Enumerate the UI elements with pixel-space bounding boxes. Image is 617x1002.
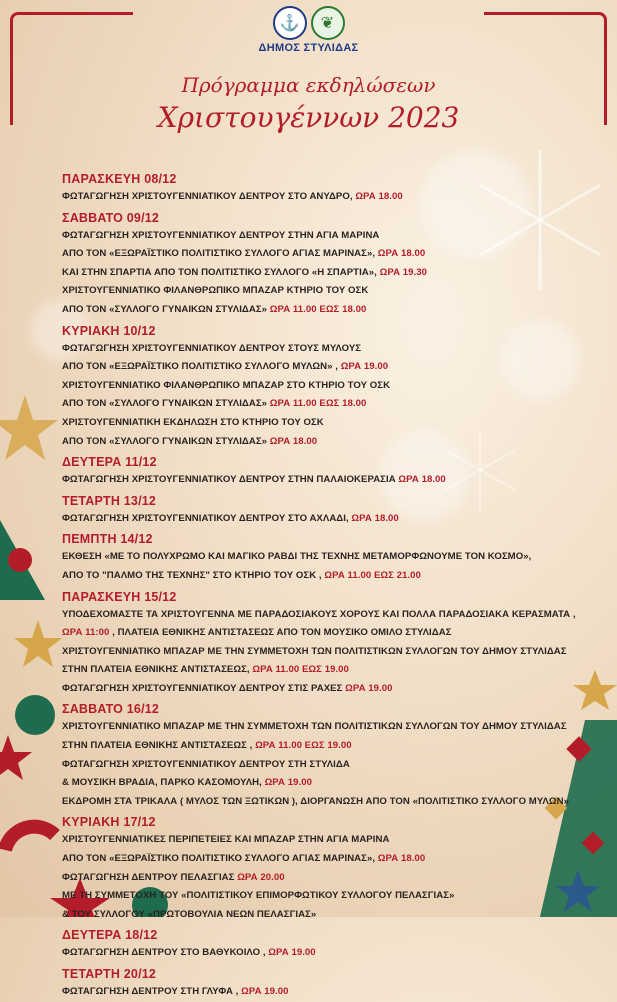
event-line xyxy=(62,869,610,888)
event-time: ΩΡΑ 18.00 xyxy=(351,512,399,524)
event-line xyxy=(62,643,610,662)
event-line xyxy=(62,377,610,396)
event-text: , ΠΛΑΤΕΙΑ ΕΘΝΙΚΗΣ ΑΝΤΙΣΤΑΣΕΩΣ ΑΠΟ ΤΟΝ ΜΟΥΣΙΚΟ ΟΜΙΛΟ ΣΤΥΛΙΔΑΣ xyxy=(109,627,452,639)
event-text: ΜΕ ΤΗ ΣΥΜΜΕΤΟΧΗ ΤΟΥ «ΠΟΛΙΤΙΣΤΙΚΟΥ ΕΠΙΜΟΡΦΩΤΙΚΟΥ ΣΥΛΛΟΓΟΥ ΠΕΛΑΣΓΙΑΣ» xyxy=(62,890,455,902)
day-heading: ΚΥΡΙΑΚΗ 10/12 xyxy=(62,323,156,338)
event-text: ΦΩΤΑΓΩΓΗΣΗ ΔΕΝΤΡΟΥ ΣΤΗ ΓΛΥΦΑ , xyxy=(62,986,242,997)
day-heading: ΣΑΒΒΑΤΟ 09/12 xyxy=(62,210,160,225)
event-time: ΩΡΑ 11.00 ΕΩΣ 19.00 xyxy=(252,664,349,676)
event-text: ΑΠΟ ΤΟ "ΠΑΛΜΟ ΤΗΣ ΤΕΧΝΗΣ" ΣΤΟ ΚΤΗΡΙΟ ΤΟΥ ΟΣΚ , xyxy=(62,569,325,581)
day-heading: ΤΕΤΑΡΤΗ 20/12 xyxy=(62,967,157,981)
event-time: ΩΡΑ 19.00 xyxy=(345,682,393,694)
page-title: Πρόγραμμα εκδηλώσεων xyxy=(181,73,436,97)
event-text: ΣΤΗΝ ΠΛΑΤΕΙΑ ΕΘΝΙΚΗΣ ΑΝΤΙΣΤΑΣΕΩΣ, xyxy=(62,664,253,676)
event-line xyxy=(62,245,610,264)
event-line xyxy=(62,680,610,699)
event-text: ΦΩΤΑΓΩΓΗΣΗ ΧΡΙΣΤΟΥΓΕΝΝΙΑΤΙΚΟΥ ΔΕΝΤΡΟΥ ΣΤΟ ΑΝΥΔΡΟ, xyxy=(62,191,356,202)
star-icon xyxy=(0,735,32,780)
event-line xyxy=(62,906,610,925)
event-time: ΩΡΑ 19.00 xyxy=(264,777,312,789)
event-line xyxy=(62,567,610,586)
event-text: ΦΩΤΑΓΩΓΗΣΗ ΧΡΙΣΤΟΥΓΕΝΝΙΑΤΙΚΟΥ ΔΕΝΤΡΟΥ ΣΤΟ ΑΧΛΑΔΙ, xyxy=(62,512,352,524)
event-time: ΩΡΑ 19.30 xyxy=(379,266,428,278)
event-line xyxy=(62,944,610,963)
event-time: ΩΡΑ 11.00 ΕΩΣ 19.00 xyxy=(255,740,352,752)
event-line xyxy=(62,983,610,1002)
event-line xyxy=(62,606,610,625)
event-text: & ΤΟΥ ΣΥΛΛΟΓΟΥ «ΠΡΩΤΟΒΟΥΛΙΑ ΝΕΩΝ ΠΕΛΑΣΓΙΑΣ» xyxy=(62,908,317,920)
event-text: ΦΩΤΑΓΩΓΗΣΗ ΧΡΙΣΤΟΥΓΕΝΝΙΑΤΙΚΟΥ ΔΕΝΤΡΟΥ ΣΤΗΝ ΑΓΙΑ ΜΑΡΙΝΑ xyxy=(62,229,380,241)
day-heading: ΚΥΡΙΑΚΗ 17/12 xyxy=(62,815,156,830)
event-text: ΧΡΙΣΤΟΥΓΕΝΝΙΑΤΙΚΕΣ ΠΕΡΙΠΕΤΕΙΕΣ ΚΑΙ ΜΠΑΖΑΡ ΣΤΗΝ ΑΓΙΑ ΜΑΡΙΝΑ xyxy=(62,834,390,846)
event-line xyxy=(62,414,610,433)
star-icon xyxy=(14,620,62,667)
event-line xyxy=(62,887,610,906)
event-text: ΧΡΙΣΤΟΥΓΕΝΝΙΑΤΙΚΟ ΜΠΑΖΑΡ ΜΕ ΤΗΝ ΣΥΜΜΕΤΟΧΗ ΤΩΝ ΠΟΛΙΤΙΣΤΙΚΩΝ ΣΥΛΛΟΓΩΝ ΤΟΥ ΔΗΜΟΥ ΣΤΥΛΙΔΑΣ xyxy=(62,721,567,733)
event-line xyxy=(62,471,610,490)
event-line xyxy=(62,340,610,359)
event-line xyxy=(62,264,610,283)
event-text: ΦΩΤΑΓΩΓΗΣΗ ΧΡΙΣΤΟΥΓΕΝΝΙΑΤΙΚΟΥ ΔΕΝΤΡΟΥ ΣΤΗΝ ΠΑΛΑΙΟΚΕΡΑΣΙΑ xyxy=(62,474,399,486)
event-line xyxy=(62,548,610,567)
event-text: ΥΠΟΔΕΧΟΜΑΣΤΕ ΤΑ ΧΡΙΣΤΟΥΓΕΝΝΑ ΜΕ ΠΑΡΑΔΟΣΙΑΚΟΥΣ ΧΟΡΟΥΣ ΚΑΙ ΠΟΛΛΑ ΠΑΡΑΔΟΣΙΑΚΑ ΚΕΡΑΣΜΑΤΑ , xyxy=(62,608,576,620)
event-text: ΑΠΟ ΤΟΝ «ΕΞΩΡΑΪΣΤΙΚΟ ΠΟΛΙΤΙΣΤΙΚΟ ΣΥΛΛΟΓΟ ΑΓΙΑΣ ΜΑΡΙΝΑΣ», xyxy=(62,248,378,260)
day-heading: ΤΕΤΑΡΤΗ 13/12 xyxy=(62,493,157,508)
event-line xyxy=(62,395,610,414)
event-text: ΚΑΙ ΣΤΗΝ ΣΠΑΡΤΙΑ ΑΠΟ ΤΟΝ ΠΟΛΙΤΙΣΤΙΚΟ ΣΥΛΛΟΓΟ «Η ΣΠΑΡΤΙΑ», xyxy=(62,266,380,278)
event-time: ΩΡΑ 18.00 xyxy=(398,474,446,486)
event-text: ΦΩΤΑΓΩΓΗΣΗ ΧΡΙΣΤΟΥΓΕΝΝΙΑΤΙΚΟΥ ΔΕΝΤΡΟΥ ΣΤΟΥΣ ΜΥΛΟΥΣ xyxy=(62,342,362,354)
event-text: ΑΠΟ ΤΟΝ «ΣΥΛΛΟΓΟ ΓΥΝΑΙΚΩΝ ΣΤΥΛΙΔΑΣ» xyxy=(62,303,270,315)
event-time: ΩΡΑ 19.00 xyxy=(268,947,316,959)
event-time: ΩΡΑ 19.00 xyxy=(241,986,289,997)
event-text: ΧΡΙΣΤΟΥΓΕΝΝΙΑΤΙΚΟ ΦΙΛΑΝΘΡΩΠΙΚΟ ΜΠΑΖΑΡ ΣΤΟ ΚΤΗΡΙΟ ΤΟΥ ΟΣΚ xyxy=(62,379,391,391)
star-icon xyxy=(0,395,58,460)
event-time: ΩΡΑ 18.00 xyxy=(269,435,318,447)
event-line xyxy=(62,227,610,246)
event-line xyxy=(62,624,610,643)
event-line xyxy=(62,188,610,207)
event-program xyxy=(62,168,610,1002)
event-line xyxy=(62,756,610,775)
event-time: ΩΡΑ 11:00 xyxy=(62,627,110,639)
day-heading: ΠΑΡΑΣΚΕΥΗ 08/12 xyxy=(62,172,177,186)
day-heading: ΣΑΒΒΑΤΟ 16/12 xyxy=(62,702,160,717)
event-line xyxy=(62,850,610,869)
event-text: & ΜΟΥΣΙΚΗ ΒΡΑΔΙΑ, ΠΑΡΚΟ ΚΑΣΟΜΟΥΛΗ, xyxy=(62,777,265,789)
event-line xyxy=(62,737,610,756)
municipality-name: ΔΗΜΟΣ ΣΤΥΛΙΔΑΣ xyxy=(258,42,359,54)
event-text: ΑΠΟ ΤΟΝ «ΕΞΩΡΑΪΣΤΙΚΟ ΠΟΛΙΤΙΣΤΙΚΟ ΣΥΛΛΟΓΟ ΑΓΙΑΣ ΜΑΡΙΝΑΣ», xyxy=(62,853,378,865)
event-text: ΑΠΟ ΤΟΝ «ΕΞΩΡΑΪΣΤΙΚΟ ΠΟΛΙΤΙΣΤΙΚΟ ΣΥΛΛΟΓΟ ΜΥΛΩΝ» , xyxy=(62,361,341,373)
event-text: ΦΩΤΑΓΩΓΗΣΗ ΧΡΙΣΤΟΥΓΕΝΝΙΑΤΙΚΟΥ ΔΕΝΤΡΟΥ ΣΤΙΣ ΡΑΧΕΣ xyxy=(62,682,346,694)
day-heading: ΠΑΡΑΣΚΕΥΗ 15/12 xyxy=(62,589,177,604)
event-text: ΧΡΙΣΤΟΥΓΕΝΝΙΑΤΙΚΗ ΕΚΔΗΛΩΣΗ ΣΤΟ ΚΤΗΡΙΟ ΤΟΥ ΟΣΚ xyxy=(62,416,324,428)
event-time: ΩΡΑ 18.00 xyxy=(377,248,426,260)
ornament-icon xyxy=(15,695,55,735)
anchor-icon: ⚓ xyxy=(273,6,307,40)
event-time: ΩΡΑ 19.00 xyxy=(340,361,389,373)
event-line xyxy=(62,661,610,680)
event-line xyxy=(62,301,610,320)
event-text: ΕΚΔΡΟΜΗ ΣΤΑ ΤΡΙΚΑΛΑ ( ΜΥΛΟΣ ΤΩΝ ΞΩΤΙΚΩΝ ), ΔΙΟΡΓΑΝΩΣΗ ΑΠΟ ΤΟΝ «ΠΟΛΙΤΙΣΤΙΚΟ ΣΥΛΛΟΓΟ ΜΥΛΩΝ» xyxy=(62,795,569,807)
day-heading: ΠΕΜΠΤΗ 14/12 xyxy=(62,532,153,547)
leaf-emblem-icon: ❦ xyxy=(311,6,345,40)
page-subtitle: Χριστουγέννων 2023 xyxy=(157,101,460,134)
day-heading: ΔΕΥΤΕΡΑ 11/12 xyxy=(62,455,157,470)
event-time: ΩΡΑ 11.00 ΕΩΣ 18.00 xyxy=(269,303,367,315)
event-line xyxy=(62,831,610,850)
event-text: ΧΡΙΣΤΟΥΓΕΝΝΙΑΤΙΚΟ ΜΠΑΖΑΡ ΜΕ ΤΗΝ ΣΥΜΜΕΤΟΧΗ ΤΩΝ ΠΟΛΙΤΙΣΤΙΚΩΝ ΣΥΛΛΟΓΩΝ ΤΟΥ ΔΗΜΟΥ ΣΤΥΛΙΔΑΣ xyxy=(62,645,567,657)
event-text: ΦΩΤΑΓΩΓΗΣΗ ΧΡΙΣΤΟΥΓΕΝΝΙΑΤΙΚΟΥ ΔΕΝΤΡΟΥ ΣΤΗ ΣΤΥΛΙΔΑ xyxy=(62,758,350,770)
event-text: ΑΠΟ ΤΟΝ «ΣΥΛΛΟΓΟ ΓΥΝΑΙΚΩΝ ΣΤΥΛΙΔΑΣ» xyxy=(62,398,270,410)
event-text: ΕΚΘΕΣΗ «ΜΕ ΤΟ ΠΟΛΥΧΡΩΜΟ ΚΑΙ ΜΑΓΙΚΟ ΡΑΒΔΙ ΤΗΣ ΤΕΧΝΗΣ ΜΕΤΑΜΟΡΦΩΝΟΥΜΕ ΤΟΝ ΚΟΣΜΟ», xyxy=(62,551,532,563)
event-line xyxy=(62,282,610,301)
ornament-icon xyxy=(8,548,32,572)
event-time: ΩΡΑ 20.00 xyxy=(237,871,285,883)
event-text: ΦΩΤΑΓΩΓΗΣΗ ΔΕΝΤΡΟΥ ΣΤΟ ΒΑΘΥΚΟΙΛΟ , xyxy=(62,947,269,959)
event-line xyxy=(62,510,610,529)
day-heading: ΔΕΥΤΕΡΑ 18/12 xyxy=(62,928,158,943)
municipality-logo xyxy=(0,6,617,54)
event-line xyxy=(62,358,610,377)
event-line xyxy=(62,433,610,452)
event-line xyxy=(62,793,610,812)
candy-arc-icon xyxy=(5,827,55,850)
event-time: ΩΡΑ 18.00 xyxy=(377,853,426,865)
event-line xyxy=(62,718,610,737)
event-line xyxy=(62,774,610,793)
event-time: ΩΡΑ 11.00 ΕΩΣ 18.00 xyxy=(269,398,367,410)
event-text: ΧΡΙΣΤΟΥΓΕΝΝΙΑΤΙΚΟ ΦΙΛΑΝΘΡΩΠΙΚΟ ΜΠΑΖΑΡ ΚΤΗΡΙΟ ΤΟΥ ΟΣΚ xyxy=(62,285,369,297)
event-text: ΦΩΤΑΓΩΓΗΣΗ ΔΕΝΤΡΟΥ ΠΕΛΑΣΓΙΑΣ xyxy=(62,871,238,883)
event-text: ΑΠΟ ΤΟΝ «ΣΥΛΛΟΓΟ ΓΥΝΑΙΚΩΝ ΣΤΥΛΙΔΑΣ» xyxy=(62,435,270,447)
event-text: ΣΤΗΝ ΠΛΑΤΕΙΑ ΕΘΝΙΚΗΣ ΑΝΤΙΣΤΑΣΕΩΣ , xyxy=(62,740,256,752)
event-time: ΩΡΑ 11.00 ΕΩΣ 21.00 xyxy=(324,569,421,581)
event-time: ΩΡΑ 18.00 xyxy=(355,191,403,202)
